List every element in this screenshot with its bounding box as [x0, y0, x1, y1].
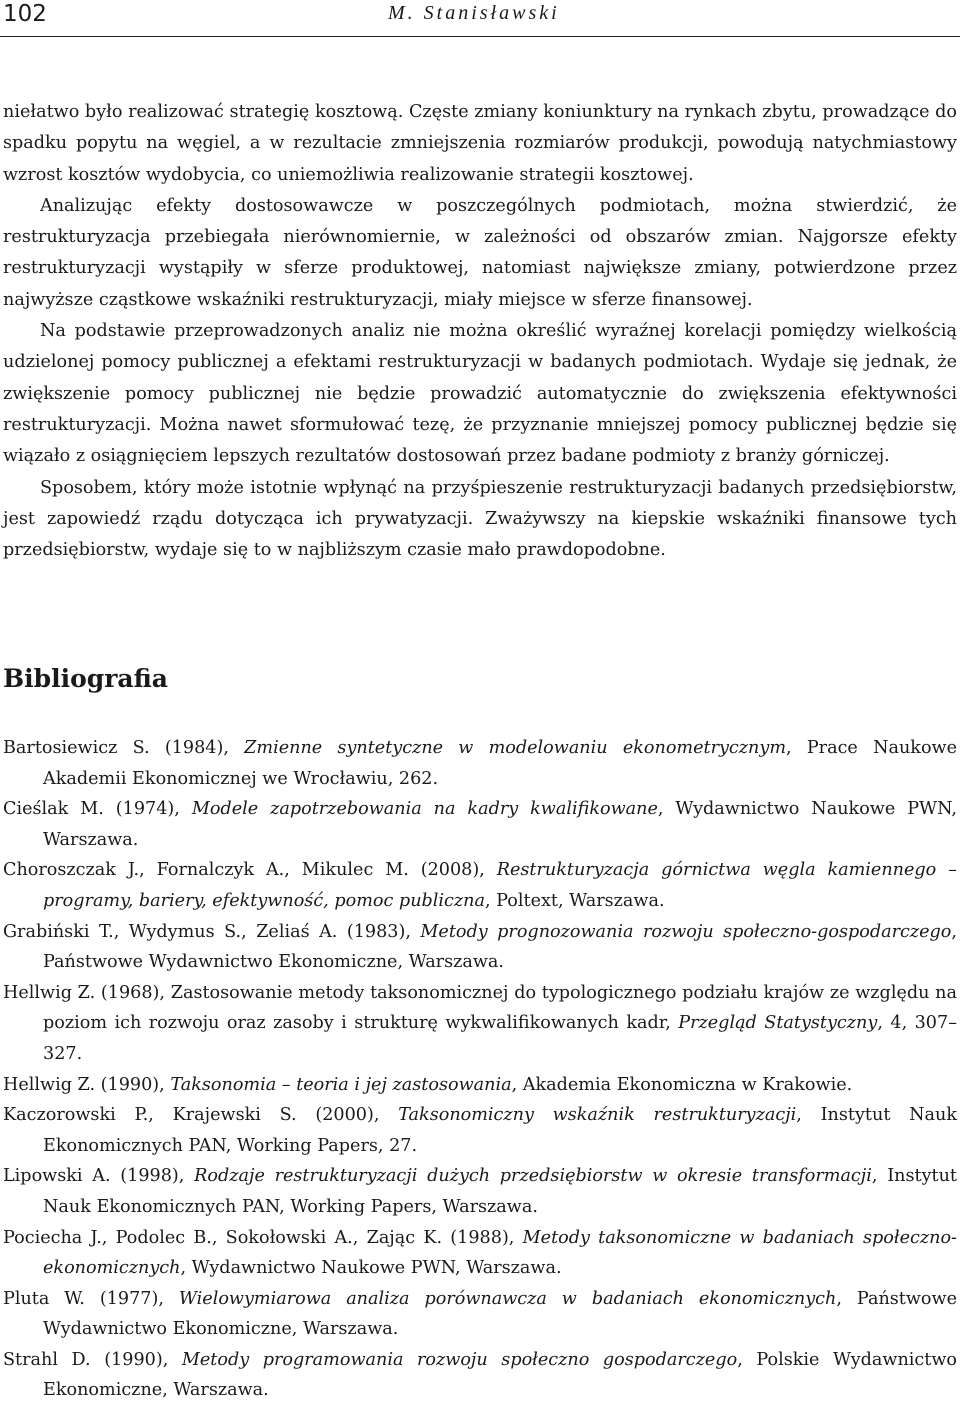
bib-authors-year: Hellwig Z. (1968), Zastosowanie metody taksonomicznej do typologicznego podziału krajów ze względu na poziom ich rozwoju oraz zasoby i strukturę wykwalifikowanych kadr,: [3, 982, 957, 1034]
bib-authors-year: Pluta W. (1977),: [3, 1288, 179, 1309]
bib-publisher: , Prace Naukowe Akademii Ekonomicznej we Wrocławiu, 262.: [43, 738, 958, 789]
bibliography-entry: [3, 855, 957, 916]
bib-title: Przegląd Statystyczny: [678, 1013, 878, 1034]
bib-title: Modele zapotrzebowania na kadry kwalifikowane: [191, 799, 658, 820]
bib-authors-year: Strahl D. (1990),: [3, 1349, 182, 1370]
bib-publisher: , 4, 307–327.: [43, 1013, 957, 1064]
running-head-author: M. Stanisławski: [388, 2, 560, 24]
bib-authors-year: Choroszczak J., Fornalczyk A., Mikulec M. (2008),: [3, 860, 497, 881]
bib-authors-year: Lipowski A. (1998),: [3, 1166, 195, 1187]
bib-authors-year: Grabiński T., Wydymus S., Zeliaś A. (1983),: [3, 921, 421, 942]
bib-title: Metody programowania rozwoju społeczno gospodarczego: [181, 1349, 738, 1370]
bib-title: Taksonomia – teoria i jej zastosowania: [170, 1074, 512, 1095]
bib-publisher: , Instytut Nauk Ekonomicznych PAN, Working Papers, Warszawa.: [43, 1166, 957, 1217]
bibliography-entry: [3, 1284, 957, 1345]
bib-publisher: , Akademia Ekonomiczna w Krakowie.: [511, 1074, 853, 1095]
bib-publisher: , Polskie Wydawnictwo Ekonomiczne, Warszawa.: [43, 1349, 957, 1401]
bib-publisher: , Państwowe Wydawnictwo Ekonomiczne, Warszawa.: [43, 921, 957, 973]
bibliography-entry: [3, 1223, 957, 1284]
bibliography-entry: [3, 917, 957, 978]
bib-publisher: , Wydawnictwo Naukowe PWN, Warszawa.: [180, 1258, 562, 1279]
bibliography-entry: [3, 1345, 957, 1406]
bib-title: Rodzaje restrukturyzacji dużych przedsiębiorstw w okresie transformacji: [194, 1166, 872, 1187]
bib-title: Metody taksonomiczne w badaniach społeczno-ekonomicznych: [43, 1227, 957, 1279]
bibliography-entry: [3, 978, 957, 1070]
bibliography-entry: [3, 1100, 957, 1161]
bib-title: Zmienne syntetyczne w modelowaniu ekonometrycznym: [244, 738, 787, 758]
bib-title: Metody prognozowania rozwoju społeczno-gospodarczego: [420, 921, 952, 942]
bib-publisher: , Wydawnictwo Naukowe PWN, Warszawa.: [43, 799, 957, 850]
bib-publisher: , Instytut Nauk Ekonomicznych PAN, Working Papers, 27.: [43, 1105, 957, 1156]
page-header: [0, 0, 960, 37]
bib-publisher: , Państwowe Wydawnictwo Ekonomiczne, Warszawa.: [43, 1288, 957, 1340]
bib-authors-year: Pociecha J., Podolec B., Sokołowski A., Zając K. (1988),: [3, 1227, 523, 1248]
bib-title: Taksonomiczny wskaźnik restrukturyzacji: [398, 1105, 797, 1126]
bib-title: Wielowymiarowa analiza porównawcza w badaniach ekonomicznych: [178, 1288, 837, 1309]
page-number: 102: [3, 1, 47, 27]
bibliography-entry: [3, 1161, 957, 1222]
bib-authors-year: Bartosiewicz S. (1984),: [3, 738, 245, 758]
bib-authors-year: Hellwig Z. (1990),: [3, 1074, 171, 1095]
bibliography-entry: [3, 794, 957, 855]
body-text: [3, 97, 957, 566]
bib-authors-year: Cieślak M. (1974),: [3, 799, 192, 820]
bibliography-heading: Bibliografia: [3, 664, 169, 693]
paragraph: Sposobem, który może istotnie wpłynąć na przyśpieszenie restrukturyzacji badanych przedsiębiorstw, jest zapowiedź rządu dotycząca ich prywatyzacji. Zważywszy na kiepskie wskaźniki finansowe tych przedsiębiorstw, wydaje się to w najbliższym czasie mało prawdopodobne.: [3, 477, 957, 561]
paragraph: niełatwo było realizować strategię kosztową. Częste zmiany koniunktury na rynkach zbytu, prowadzące do spadku popytu na węgiel, a w rezultacie zmniejszenia rozmiarów produkcji, powodują natychmiastowy wzrost kosztów wydobycia, co uniemożliwia realizowanie strategii kosztowej.: [3, 102, 957, 185]
bib-title: Restrukturyzacja górnictwa węgla kamiennego – programy, bariery, efektywność, pomoc publiczna: [43, 860, 957, 911]
bibliography-list: [3, 733, 957, 1406]
bibliography-entry: [3, 733, 957, 794]
bibliography-entry: [3, 1070, 957, 1101]
paragraph: Analizując efekty dostosowawcze w poszczególnych podmiotach, można stwierdzić, że restrukturyzacja przebiegała nierównomiernie, w zależności od obszarów zmian. Najgorsze efekty restrukturyzacji wystąpiły w sferze produktowej, natomiast największe zmiany, potwierdzone przez najwyższe cząstkowe wskaźniki restrukturyzacji, miały miejsce w sferze finansowej.: [3, 195, 957, 310]
bib-publisher: , Poltext, Warszawa.: [484, 890, 665, 911]
paragraph: Na podstawie przeprowadzonych analiz nie można określić wyraźnej korelacji pomiędzy wielkością udzielonej pomocy publicznej a efektami restrukturyzacji w badanych podmiotach. Wydaje się jednak, że zwiększenie pomocy publicznej nie będzie prowadzić automatycznie do zwiększenia efektywności restrukturyzacji. Można nawet sformułować tezę, że przyznanie mniejszej pomocy publicznej będzie się wiązało z osiągnięciem lepszych rezultatów dostosowań przez badane podmioty z branży górniczej.: [3, 321, 957, 467]
bib-authors-year: Kaczorowski P., Krajewski S. (2000),: [3, 1105, 399, 1126]
